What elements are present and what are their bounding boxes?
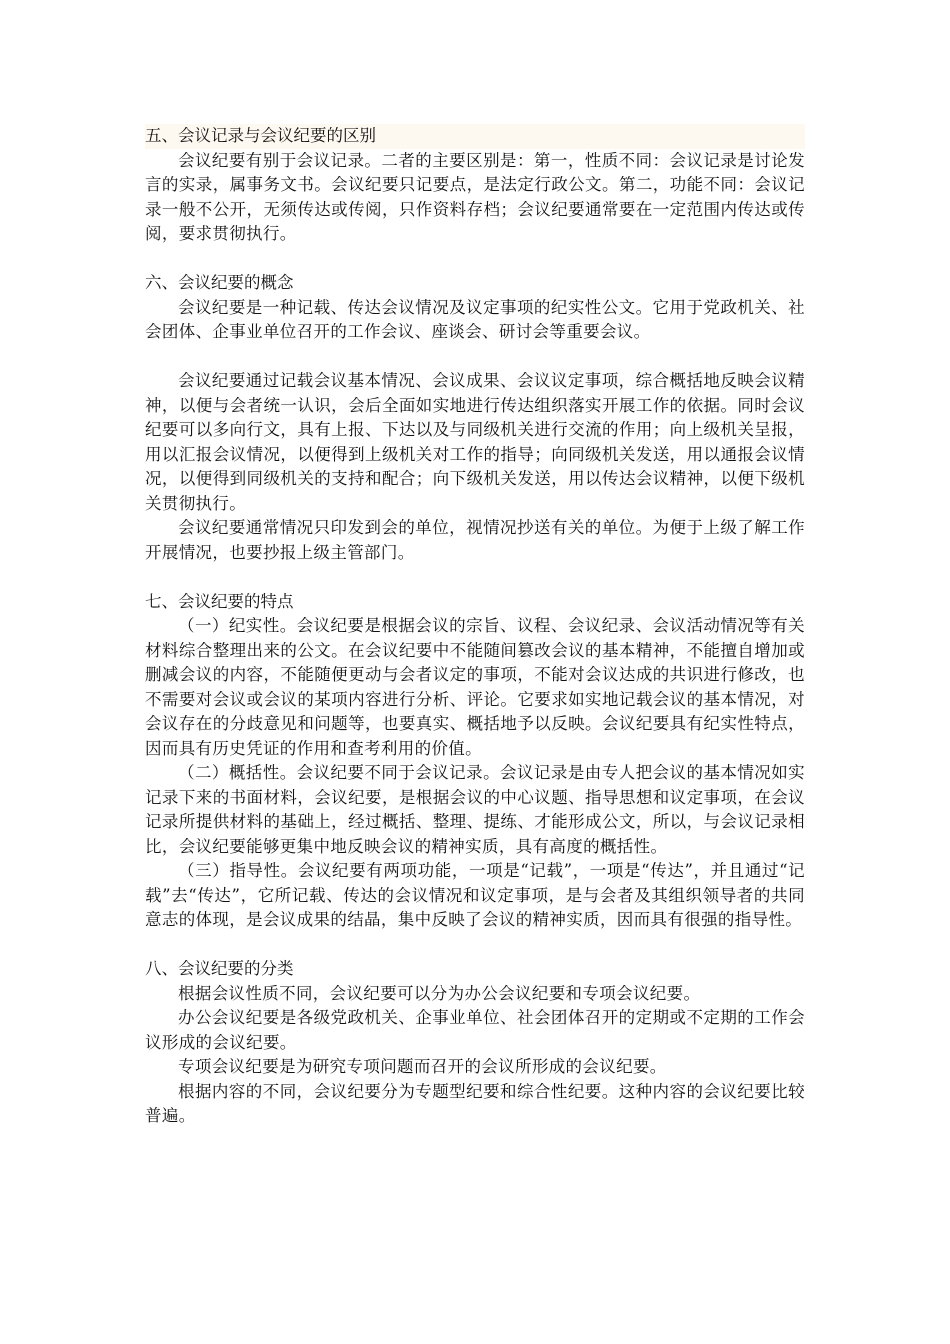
paragraph: （二）概括性。会议纪要不同于会议记录。会议记录是由专人把会议的基本情况如实记录下来的书面材料，会议纪要，是根据会议的中心议题、指导思想和议定事项，在会议记录所提供材料的基础上，经过概括、整理、提练、才能形成公文，所以，与会议记录相比，会议纪要能够更集中地反映会议的精神实质，具有高度的概括性。 [145, 763, 805, 856]
section-heading: 七、会议纪要的特点 [145, 591, 294, 611]
paragraph: 根据会议性质不同，会议纪要可以分为办公会议纪要和专项会议纪要。 [178, 983, 701, 1003]
section-heading: 八、会议纪要的分类 [145, 959, 294, 978]
paragraph: 会议纪要有别于会议记录。二者的主要区别是：第一，性质不同：会议记录是讨论发言的实录，属事务文书。会议纪要只记要点，是法定行政公文。第二，功能不同：会议记录一般不公开，无须传达或传阅，只作资料存档；会议纪要通常要在一定范围内传达或传阅，要求贯彻执行。 [145, 150, 805, 243]
section-eight [145, 957, 805, 1129]
section-six [145, 271, 805, 565]
paragraph: 会议纪要是一种记载、传达会议情况及议定事项的纪实性公文。它用于党政机关、社会团体、企事业单位召开的工作会议、座谈会、研讨会等重要会议。 [145, 297, 805, 341]
section-heading: 五、会议记录与会议纪要的区别 [145, 124, 805, 149]
paragraph: 办公会议纪要是各级党政机关、企事业单位、社会团体召开的定期或不定期的工作会议形成的会议纪要。 [145, 1008, 805, 1052]
section-five [145, 124, 805, 247]
paragraph: 根据内容的不同，会议纪要分为专题型纪要和综合性纪要。这种内容的会议纪要比较普遍。 [145, 1081, 805, 1125]
section-heading: 六、会议纪要的概念 [145, 273, 294, 292]
paragraph: （三）指导性。会议纪要有两项功能，一项是“记载”，一项是“传达”，并且通过“记载”去“传达”，它所记载、传达的会议情况和议定事项，是与会者及其组织领导者的共同意志的体现，是会议成果的结晶，集中反映了会议的精神实质，因而具有很强的指导性。 [145, 861, 805, 929]
document-page [145, 124, 805, 1129]
paragraph: （一）纪实性。会议纪要是根据会议的宗旨、议程、会议纪录、会议活动情况等有关材料综合整理出来的公文。在会议纪要中不能随间篡改会议的基本精神，不能擅自增加或删减会议的内容，不能随便更动与会者议定的事项，不能对会议达成的共识进行修改，也不需要对会议或会议的某项内容进行分析、评论。它要求如实地记载会议的基本情况，对会议存在的分歧意见和问题等，也要真实、概括地予以反映。会议纪要具有纪实性特点，因而具有历史凭证的作用和查考利用的价值。 [145, 616, 805, 758]
section-seven [145, 590, 805, 933]
paragraph: 会议纪要通常情况只印发到会的单位，视情况抄送有关的单位。为便于上级了解工作开展情况，也要抄报上级主管部门。 [145, 518, 805, 562]
paragraph: 专项会议纪要是为研究专项问题而召开的会议所形成的会议纪要。 [178, 1057, 667, 1076]
paragraph: 会议纪要通过记载会议基本情况、会议成果、会议议定事项，综合概括地反映会议精神，以便与会者统一认识，会后全面如实地进行传达组织落实开展工作的依据。同时会议纪要可以多向行文，具有上报、下达以及与同级机关进行交流的作用；向上级机关呈报，用以汇报会议情况，以便得到上级机关对工作的指导；向同级机关发送，用以通报会议情况，以便得到同级机关的支持和配合；向下级机关发送，用以传达会议精神，以便下级机关贯彻执行。 [145, 371, 805, 513]
